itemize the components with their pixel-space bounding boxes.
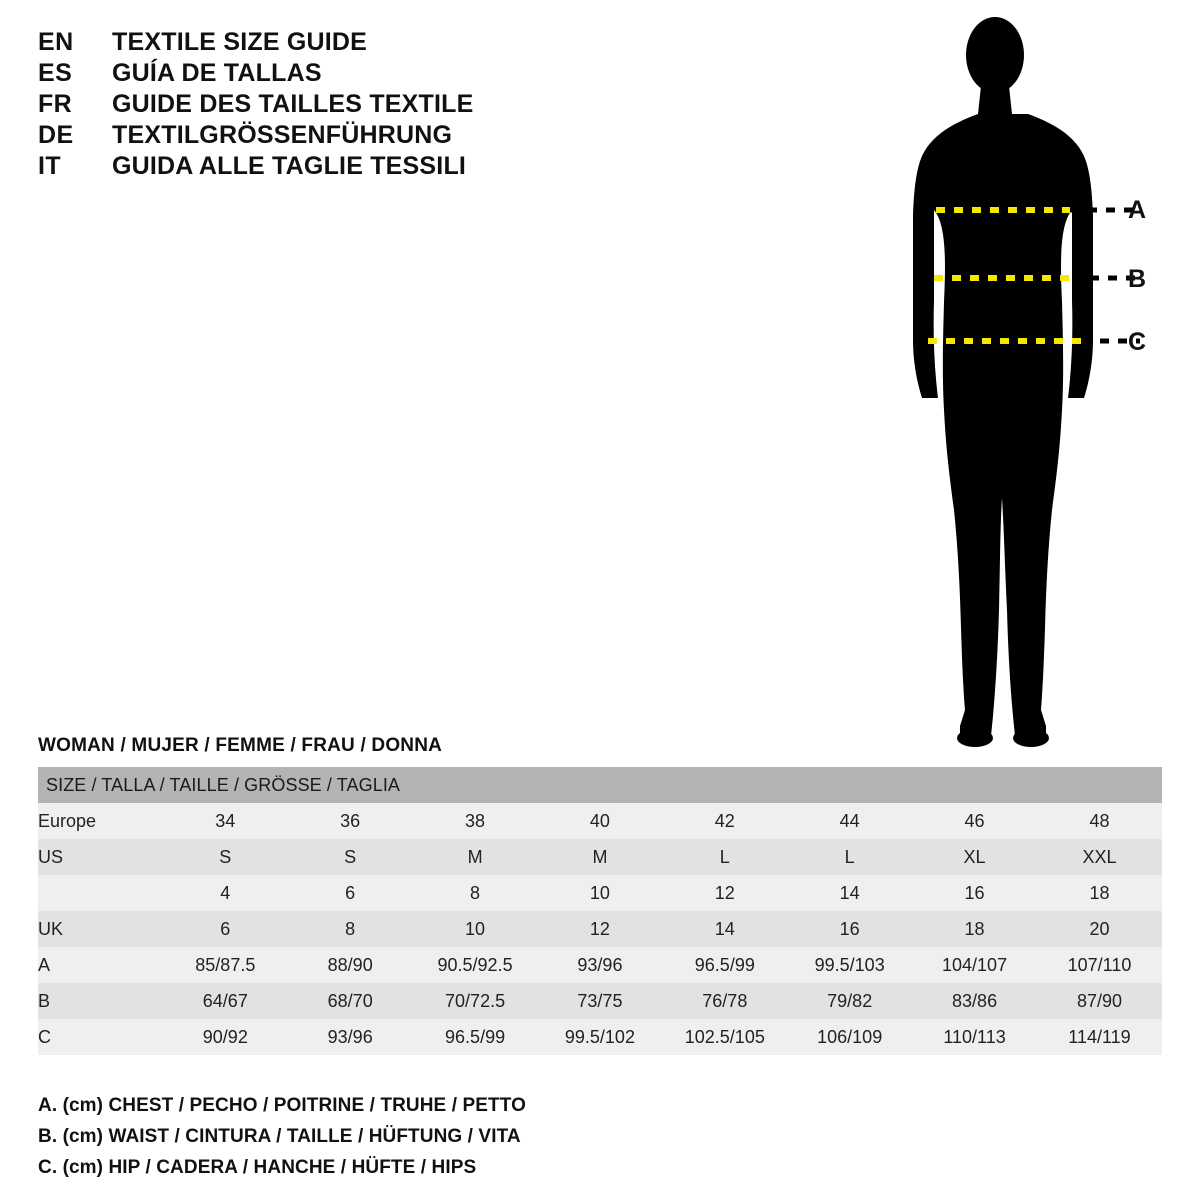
cell: 87/90: [1037, 983, 1162, 1019]
marker-label-c: C: [1128, 328, 1147, 356]
cell: 79/82: [787, 983, 912, 1019]
marker-label-a: A: [1128, 196, 1147, 224]
footnote-a: A. (cm) CHEST / PECHO / POITRINE / TRUHE / PETTO: [38, 1095, 526, 1116]
size-table: [38, 767, 1162, 1055]
title-row: [38, 59, 558, 90]
row-label: C: [38, 1019, 163, 1055]
cell: 83/86: [912, 983, 1037, 1019]
cell: 46: [912, 803, 1037, 839]
size-table-section: [38, 735, 1162, 1055]
table-row: [38, 875, 1162, 911]
cell: 10: [413, 911, 538, 947]
cell: M: [413, 839, 538, 875]
cell: 90.5/92.5: [413, 947, 538, 983]
cell: 14: [787, 875, 912, 911]
language-title-block: [38, 28, 558, 183]
cell: 99.5/103: [787, 947, 912, 983]
table-row: [38, 1019, 1162, 1055]
size-header-label: SIZE / TALLA / TAILLE / GRÖSSE / TAGLIA: [38, 767, 1162, 803]
table-row: [38, 947, 1162, 983]
cell: 88/90: [288, 947, 413, 983]
cell: L: [662, 839, 787, 875]
cell: 99.5/102: [538, 1019, 663, 1055]
cell: S: [288, 839, 413, 875]
cell: 12: [538, 911, 663, 947]
language-code: EN: [38, 28, 74, 56]
language-code: IT: [38, 152, 62, 180]
footnote-b: B. (cm) WAIST / CINTURA / TAILLE / HÜFTUNG / VITA: [38, 1126, 521, 1147]
cell: 10: [538, 875, 663, 911]
row-label: Europe: [38, 803, 163, 839]
table-row: [38, 839, 1162, 875]
cell: 110/113: [912, 1019, 1037, 1055]
cell: 104/107: [912, 947, 1037, 983]
language-title: TEXTILGRÖSSENFÜHRUNG: [112, 121, 453, 149]
row-label: B: [38, 983, 163, 1019]
language-code: ES: [38, 59, 73, 87]
cell: 36: [288, 803, 413, 839]
body-figure: [860, 10, 1180, 750]
cell: 102.5/105: [662, 1019, 787, 1055]
footnote-c: C. (cm) HIP / CADERA / HANCHE / HÜFTE / HIPS: [38, 1157, 477, 1178]
cell: 6: [288, 875, 413, 911]
cell: 96.5/99: [662, 947, 787, 983]
cell: XL: [912, 839, 1037, 875]
female-silhouette-icon: [860, 10, 1180, 750]
cell: 4: [163, 875, 288, 911]
cell: 107/110: [1037, 947, 1162, 983]
cell: 93/96: [288, 1019, 413, 1055]
cell: 14: [662, 911, 787, 947]
cell: 20: [1037, 911, 1162, 947]
cell: 85/87.5: [163, 947, 288, 983]
row-label: US: [38, 839, 163, 875]
table-row: [38, 803, 1162, 839]
cell: 8: [288, 911, 413, 947]
cell: 76/78: [662, 983, 787, 1019]
cell: 93/96: [538, 947, 663, 983]
table-header-row: [38, 767, 1162, 803]
cell: 38: [413, 803, 538, 839]
cell: 70/72.5: [413, 983, 538, 1019]
marker-label-b: B: [1128, 265, 1147, 293]
cell: 6: [163, 911, 288, 947]
cell: 40: [538, 803, 663, 839]
language-title: GUÍA DE TALLAS: [112, 59, 322, 87]
language-code: FR: [38, 90, 73, 118]
cell: 12: [662, 875, 787, 911]
cell: 16: [787, 911, 912, 947]
cell: 18: [912, 911, 1037, 947]
language-code: DE: [38, 121, 74, 149]
language-title: GUIDA ALLE TAGLIE TESSILI: [112, 152, 467, 180]
cell: M: [538, 839, 663, 875]
table-row: [38, 911, 1162, 947]
cell: L: [787, 839, 912, 875]
cell: 96.5/99: [413, 1019, 538, 1055]
cell: 114/119: [1037, 1019, 1162, 1055]
language-title: GUIDE DES TAILLES TEXTILE: [112, 90, 474, 118]
woman-heading: WOMAN / MUJER / FEMME / FRAU / DONNA: [38, 735, 443, 756]
title-row: [38, 28, 558, 59]
title-row: [38, 90, 558, 121]
row-label: UK: [38, 911, 163, 947]
cell: 90/92: [163, 1019, 288, 1055]
cell: 44: [787, 803, 912, 839]
row-label: A: [38, 947, 163, 983]
cell: 64/67: [163, 983, 288, 1019]
cell: XXL: [1037, 839, 1162, 875]
title-row: [38, 121, 558, 152]
cell: 18: [1037, 875, 1162, 911]
cell: 48: [1037, 803, 1162, 839]
cell: 68/70: [288, 983, 413, 1019]
table-row: [38, 983, 1162, 1019]
cell: 73/75: [538, 983, 663, 1019]
cell: 34: [163, 803, 288, 839]
row-label: [38, 875, 163, 911]
cell: S: [163, 839, 288, 875]
language-title: TEXTILE SIZE GUIDE: [112, 28, 368, 56]
cell: 16: [912, 875, 1037, 911]
cell: 42: [662, 803, 787, 839]
cell: 106/109: [787, 1019, 912, 1055]
footnotes: [38, 1090, 838, 1183]
title-row: [38, 152, 558, 183]
cell: 8: [413, 875, 538, 911]
